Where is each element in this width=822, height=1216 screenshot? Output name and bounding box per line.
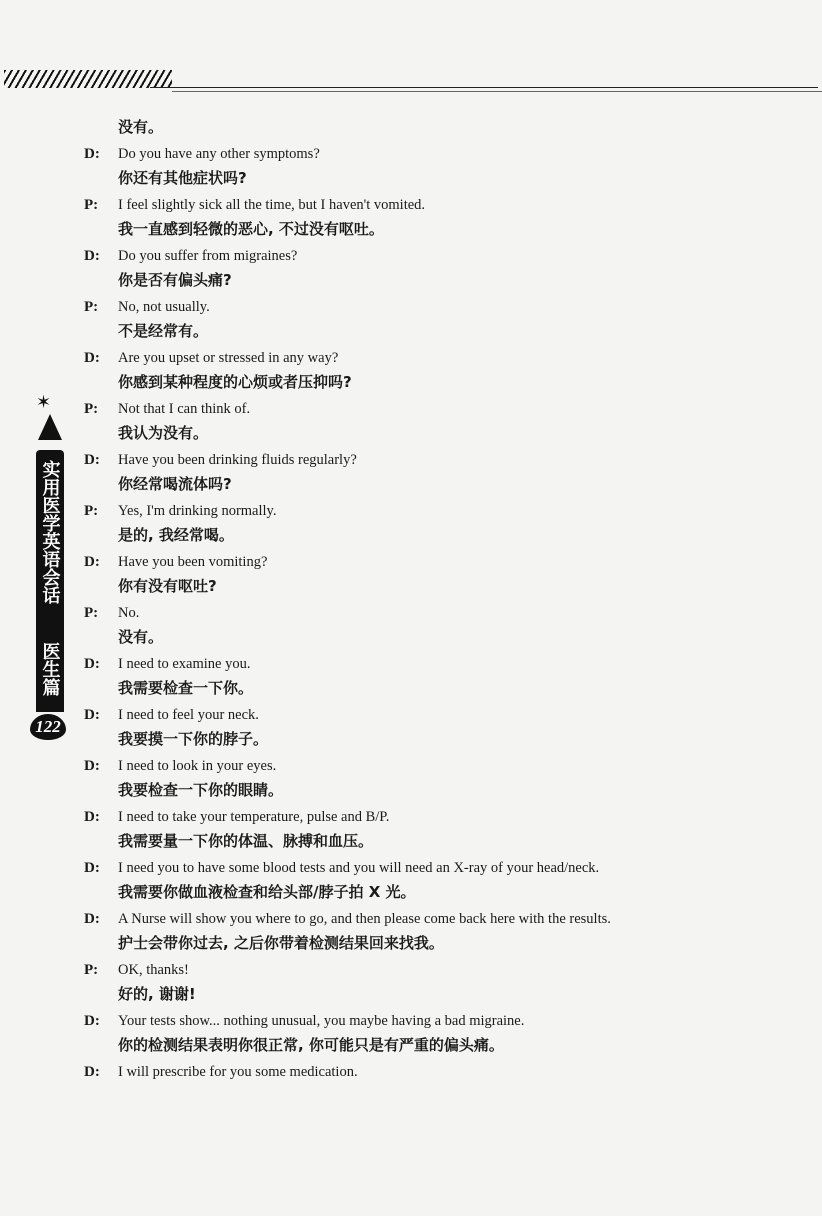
- header-rule-thin: [172, 91, 822, 92]
- speaker-label: P:: [84, 197, 99, 213]
- speaker-label: D:: [84, 248, 100, 264]
- speaker-label: D:: [84, 656, 100, 672]
- chinese-translation: 你感到某种程度的心烦或者压抑吗?: [118, 373, 352, 391]
- english-text: I need to look in your eyes.: [118, 758, 277, 774]
- english-text: I need you to have some blood tests and you will need an X-ray of your head/neck.: [118, 860, 600, 876]
- english-line: [84, 143, 804, 165]
- english-line: [84, 296, 804, 318]
- english-text: Your tests show... nothing unusual, you maybe having a bad migraine.: [118, 1013, 525, 1029]
- dialogue-line: [84, 194, 804, 242]
- chapter-sidebar: [28, 392, 68, 762]
- english-line: [84, 551, 804, 573]
- chinese-translation: 没有。: [118, 628, 164, 646]
- chinese-translation: 好的, 谢谢!: [118, 985, 196, 1003]
- english-line: [84, 398, 804, 420]
- dialogue-line: [84, 347, 804, 395]
- english-line: [84, 1010, 804, 1032]
- dialogue-line: [84, 653, 804, 701]
- section-title: 医生篇: [39, 642, 61, 696]
- header-rule: [150, 87, 818, 88]
- speaker-label: P:: [84, 299, 99, 315]
- speaker-label: D:: [84, 860, 100, 876]
- chinese-translation: 我需要检查一下你。: [118, 679, 254, 697]
- english-text: Yes, I'm drinking normally.: [118, 503, 277, 519]
- dialogue-line: [84, 806, 804, 854]
- chinese-translation: 我认为没有。: [118, 424, 209, 442]
- dialogue-line: [84, 857, 804, 905]
- chinese-translation: 是的, 我经常喝。: [118, 526, 234, 544]
- speaker-label: P:: [84, 962, 99, 978]
- english-line: [84, 449, 804, 471]
- chinese-translation: 我要检查一下你的眼睛。: [118, 781, 284, 799]
- english-text: A Nurse will show you where to go, and then please come back here with the results.: [118, 911, 611, 927]
- book-title: 实用医学英语会话: [39, 460, 61, 604]
- dialogue-line: [84, 602, 804, 650]
- speaker-label: D:: [84, 707, 100, 723]
- chinese-translation: 护士会带你过去, 之后你带着检测结果回来找我。: [118, 934, 444, 952]
- english-line: [84, 347, 804, 369]
- english-line: [84, 500, 804, 522]
- speaker-label: D:: [84, 350, 100, 366]
- dialogue-line: [84, 551, 804, 599]
- chinese-translation: 我需要量一下你的体温、脉搏和血压。: [118, 832, 374, 850]
- spark-icon: ✶: [36, 392, 52, 413]
- english-text: I need to feel your neck.: [118, 707, 259, 723]
- english-text: I will prescribe for you some medication.: [118, 1064, 358, 1080]
- speaker-label: D:: [84, 554, 100, 570]
- english-line: [84, 959, 804, 981]
- dialogue-line: [84, 296, 804, 344]
- chinese-translation: 你还有其他症状吗?: [118, 169, 247, 187]
- dialogue-line: [84, 704, 804, 752]
- speaker-label: D:: [84, 146, 100, 162]
- page-number: 122: [30, 714, 66, 740]
- arrow-up-icon: [38, 414, 62, 440]
- chinese-translation: 你是否有偏头痛?: [118, 271, 232, 289]
- dialogue-line: [84, 755, 804, 803]
- chinese-translation: 你有没有呕吐?: [118, 577, 217, 595]
- english-line: [84, 602, 804, 624]
- english-text: No.: [118, 605, 140, 621]
- dialogue-line: [84, 449, 804, 497]
- dialogue-line: [84, 245, 804, 293]
- english-line: [84, 704, 804, 726]
- english-text: I feel slightly sick all the time, but I haven't vomited.: [118, 197, 426, 213]
- english-line: [84, 806, 804, 828]
- english-line: [84, 857, 804, 879]
- english-text: Do you have any other symptoms?: [118, 146, 320, 162]
- english-text: Do you suffer from migraines?: [118, 248, 298, 264]
- english-line: [84, 755, 804, 777]
- english-line: [84, 908, 804, 930]
- english-line: [84, 245, 804, 267]
- dialogue-line: [84, 143, 804, 191]
- chinese-translation: 我需要你做血液检查和给头部/脖子拍 X 光。: [118, 883, 416, 901]
- speaker-label: D:: [84, 809, 100, 825]
- english-text: Are you upset or stressed in any way?: [118, 350, 339, 366]
- speaker-label: P:: [84, 503, 99, 519]
- dialogue-line: [84, 398, 804, 446]
- chinese-translation: 我一直感到轻微的恶心, 不过没有呕吐。: [118, 220, 384, 238]
- dialogue: [84, 114, 804, 1083]
- chinese-translation: 没有。: [118, 118, 164, 136]
- english-line: [84, 194, 804, 216]
- speaker-label: P:: [84, 605, 99, 621]
- english-line: [84, 653, 804, 675]
- speaker-label: D:: [84, 1064, 100, 1080]
- speaker-label: P:: [84, 401, 99, 417]
- english-text: Not that I can think of.: [118, 401, 251, 417]
- english-text: No, not usually.: [118, 299, 210, 315]
- speaker-label: D:: [84, 758, 100, 774]
- chinese-translation: 不是经常有。: [118, 322, 209, 340]
- english-line: [84, 1061, 804, 1083]
- dialogue-line: [84, 114, 804, 140]
- dialogue-line: [84, 1010, 804, 1058]
- english-text: Have you been drinking fluids regularly?: [118, 452, 357, 468]
- speaker-label: D:: [84, 911, 100, 927]
- chinese-translation: 我要摸一下你的脖子。: [118, 730, 269, 748]
- english-text: I need to examine you.: [118, 656, 251, 672]
- english-text: OK, thanks!: [118, 962, 189, 978]
- dialogue-line: [84, 908, 804, 956]
- speaker-label: D:: [84, 1013, 100, 1029]
- speaker-label: D:: [84, 452, 100, 468]
- dialogue-line: [84, 1061, 804, 1083]
- chinese-translation: 你经常喝流体吗?: [118, 475, 232, 493]
- english-text: I need to take your temperature, pulse and B/P.: [118, 809, 390, 825]
- dialogue-line: [84, 959, 804, 1007]
- english-text: Have you been vomiting?: [118, 554, 268, 570]
- header-hatch-decoration: [4, 70, 172, 88]
- chinese-translation: 你的检测结果表明你很正常, 你可能只是有严重的偏头痛。: [118, 1036, 504, 1054]
- dialogue-line: [84, 500, 804, 548]
